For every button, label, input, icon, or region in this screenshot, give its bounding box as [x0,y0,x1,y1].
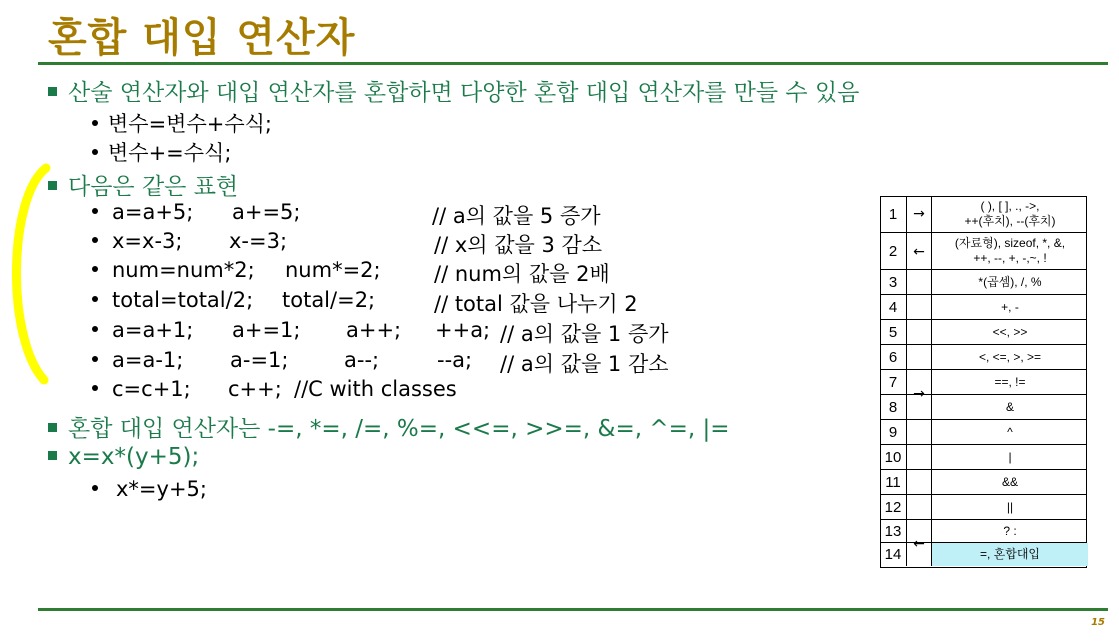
bullet-text: 산술 연산자와 대입 연산자를 혼합하면 다양한 혼합 대입 연산자를 만들 수 있음 [68,80,860,106]
bullet-example-expression [48,444,199,470]
table-row: 3 *(곱셈), /, % [880,270,1087,295]
bullet-equivalent-expressions [48,168,238,201]
dot-bullet-icon [92,485,98,491]
example-row: a=a+5; a+=5; // a의 값을 5 증가 [92,200,712,226]
example-row: a=a-1; a-=1; a--; --a; // a의 값을 1 감소 [92,348,712,374]
example-row: num=num*2; num*=2; // num의 값을 2배 [92,258,712,284]
bullet-compound-intro [48,74,859,107]
table-row: 2 (자료형), sizeof, *, &, ++, --, +, -,~, ! [880,233,1087,270]
table-row: 9 ^ [880,420,1087,445]
dot-bullet-icon [92,120,98,126]
operator-precedence-table [880,196,1087,568]
square-bullet-icon [48,181,57,190]
bullet-text: 다음은 같은 표현 [68,174,239,200]
bullet-text: 혼합 대입 연산자는 -=, *=, /=, %=, <<=, >>=, &=, ^=, |= [68,416,730,442]
table-row: 7 ==, != [880,370,1087,395]
table-row: 4 +, - [880,295,1087,320]
example-row: c=c+1; c++; //C with classes [92,377,712,403]
sub-bullet-shorthand: x*=y+5; [92,477,207,501]
right-arrow-icon: → [913,206,925,222]
example-row: x=x-3; x-=3; // x의 값을 3 감소 [92,229,712,255]
page-number: 15 [1091,617,1105,628]
right-arrow-icon: → [913,386,925,402]
table-row: 8 & [880,395,1087,420]
table-row: 1 ( ), [ ], ., ->, ++(후치), --(후치) [880,196,1087,233]
bullet-text: x=x*(y+5); [68,444,200,470]
table-row: 12 || [880,495,1087,520]
table-row: 10 | [880,445,1087,470]
square-bullet-icon [48,423,57,432]
dot-bullet-icon [92,296,98,302]
dot-bullet-icon [92,266,98,272]
dot-bullet-icon [92,326,98,332]
title-divider [38,62,1108,65]
table-row: 14 =, 혼합대입 [880,543,1087,566]
footer-divider [38,608,1108,611]
square-bullet-icon [48,87,57,96]
table-row: 11 && [880,470,1087,495]
sub-bullet-form1: 변수=변수+수식; [92,108,272,138]
table-row: 13 ? : [880,520,1087,543]
bullet-compound-operators [48,410,730,443]
dot-bullet-icon [92,385,98,391]
page-title: 혼합 대입 연산자 [48,15,356,61]
example-row: a=a+1; a+=1; a++; ++a; // a의 값을 1 증가 [92,318,712,344]
sub-bullet-form2: 변수+=수식; [92,137,231,167]
square-bullet-icon [48,451,57,460]
left-arrow-icon: ← [913,244,925,260]
dot-bullet-icon [92,356,98,362]
table-row: 6 <, <=, >, >= [880,345,1087,370]
dot-bullet-icon [92,208,98,214]
dot-bullet-icon [92,149,98,155]
table-row: 5 <<, >> [880,320,1087,345]
dot-bullet-icon [92,237,98,243]
left-arrow-icon: ← [913,536,925,552]
example-row: total=total/2; total/=2; // total 값을 나누기 2 [92,288,712,314]
